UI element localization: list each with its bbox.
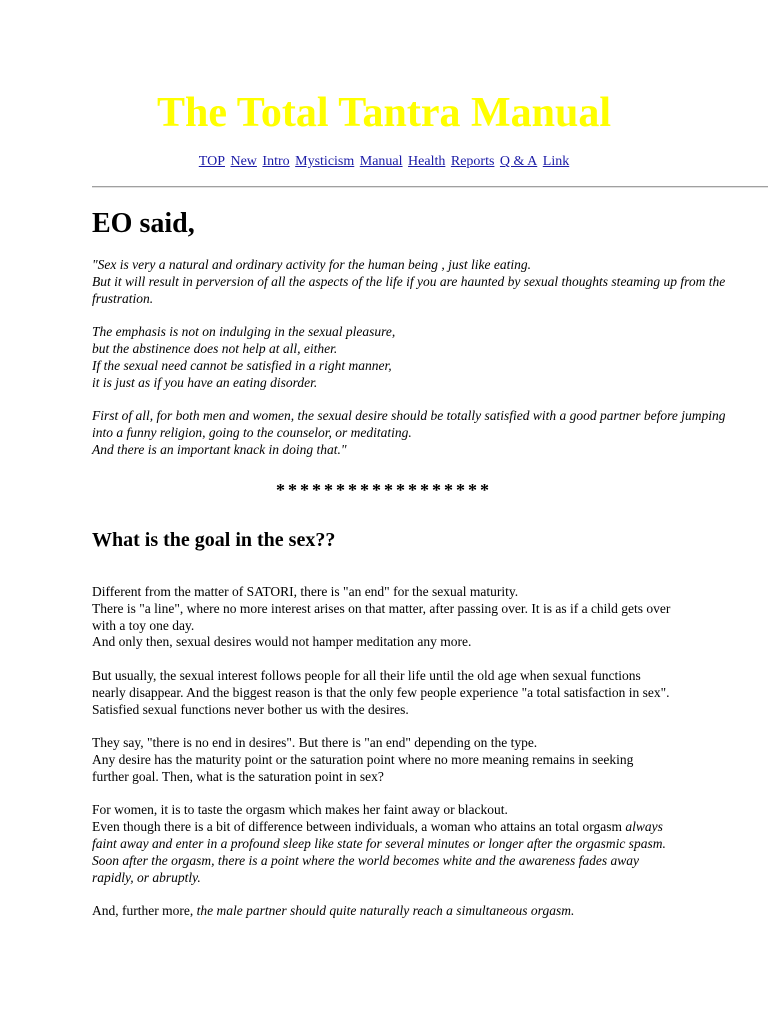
page-title: The Total Tantra Manual <box>157 90 611 136</box>
body-line: For women, it is to taste the orgasm which makes her faint away or blackout. <box>92 802 508 818</box>
body-line: And only then, sexual desires would not hamper meditation any more. <box>92 634 472 650</box>
quote-line: it is just as if you have an eating disorder. <box>92 374 318 390</box>
nav-bar <box>0 153 768 171</box>
quote-line: but the abstinence does not help at all, either. <box>92 340 338 356</box>
section-heading-eo-said: EO said, <box>92 208 195 239</box>
body-emphasis: always faint away and enter in a profound sleep like state for several minutes or longer after the orgasmic spasm. <box>92 819 666 851</box>
quote-line: If the sexual need cannot be satisfied in a right manner, <box>92 357 392 373</box>
body-line: Any desire has the maturity point or the saturation point where no more meaning remains in seeking further goal. Then, what is the saturation point in sex? <box>92 751 634 784</box>
body-paragraph <box>92 903 672 920</box>
body-line: There is "a line", where no more interest arises on that matter, after passing over. It is as if a child gets over with a toy one day. <box>92 600 671 633</box>
nav-link-qa[interactable]: Q & A <box>499 154 538 169</box>
body-line: And, further more, <box>92 903 197 919</box>
body-emphasis: Soon after the orgasm, there is a point where the world becomes white and the awareness fades away rapidly, or abruptly. <box>92 852 639 885</box>
body-emphasis: the male partner should quite naturally reach a simultaneous orgasm. <box>196 903 575 919</box>
section-heading-goal: What is the goal in the sex?? <box>92 529 336 551</box>
quote-line: But it will result in perversion of all the aspects of the life if you are haunted by sexual thoughts steaming up from the frustration. <box>92 273 726 306</box>
quote-line: The emphasis is not on indulging in the sexual pleasure, <box>92 324 396 340</box>
nav-link-link[interactable]: Link <box>542 154 570 169</box>
nav-link-mysticism[interactable]: Mysticism <box>295 154 355 169</box>
body-line: Different from the matter of SATORI, there is "an end" for the sexual maturity. <box>92 584 519 599</box>
quote-paragraph <box>92 408 732 458</box>
quote-block <box>92 257 732 475</box>
body-paragraph <box>92 584 672 651</box>
body-line: They say, "there is no end in desires". But there is "an end" depending on the type. <box>92 735 538 751</box>
body-paragraph <box>92 802 672 886</box>
body-paragraph: But usually, the sexual interest follows people for all their life until the old age when sexual functions nearly disappear. And the biggest reason is that the only few people experience "a total satisfaction in sex". Satisfied sexual functions never bother us with the desires. <box>92 667 670 717</box>
quote-line: And there is an important knack in doing that." <box>92 441 347 457</box>
article-body <box>92 584 672 937</box>
nav-link-reports[interactable]: Reports <box>450 154 495 169</box>
nav-link-intro[interactable]: Intro <box>262 154 290 169</box>
nav-link-new[interactable]: New <box>230 154 257 169</box>
asterisk-separator: ****************** <box>276 480 492 500</box>
quote-paragraph <box>92 257 732 307</box>
quote-line: First of all, for both men and women, the sexual desire should be totally satisfied with a good partner before jumping into a funny religion, going to the counselor, or meditating. <box>92 408 726 440</box>
quote-paragraph <box>92 324 732 391</box>
quote-line: "Sex is very a natural and ordinary activity for the human being , just like eating. <box>92 257 531 272</box>
nav-link-manual[interactable]: Manual <box>359 154 403 169</box>
body-line: Even though there is a bit of difference between individuals, a woman who attains an total orgasm <box>92 819 626 835</box>
horizontal-rule <box>92 186 768 188</box>
nav-link-top[interactable]: TOP <box>198 154 225 169</box>
nav-link-health[interactable]: Health <box>408 154 446 169</box>
body-paragraph <box>92 735 672 785</box>
